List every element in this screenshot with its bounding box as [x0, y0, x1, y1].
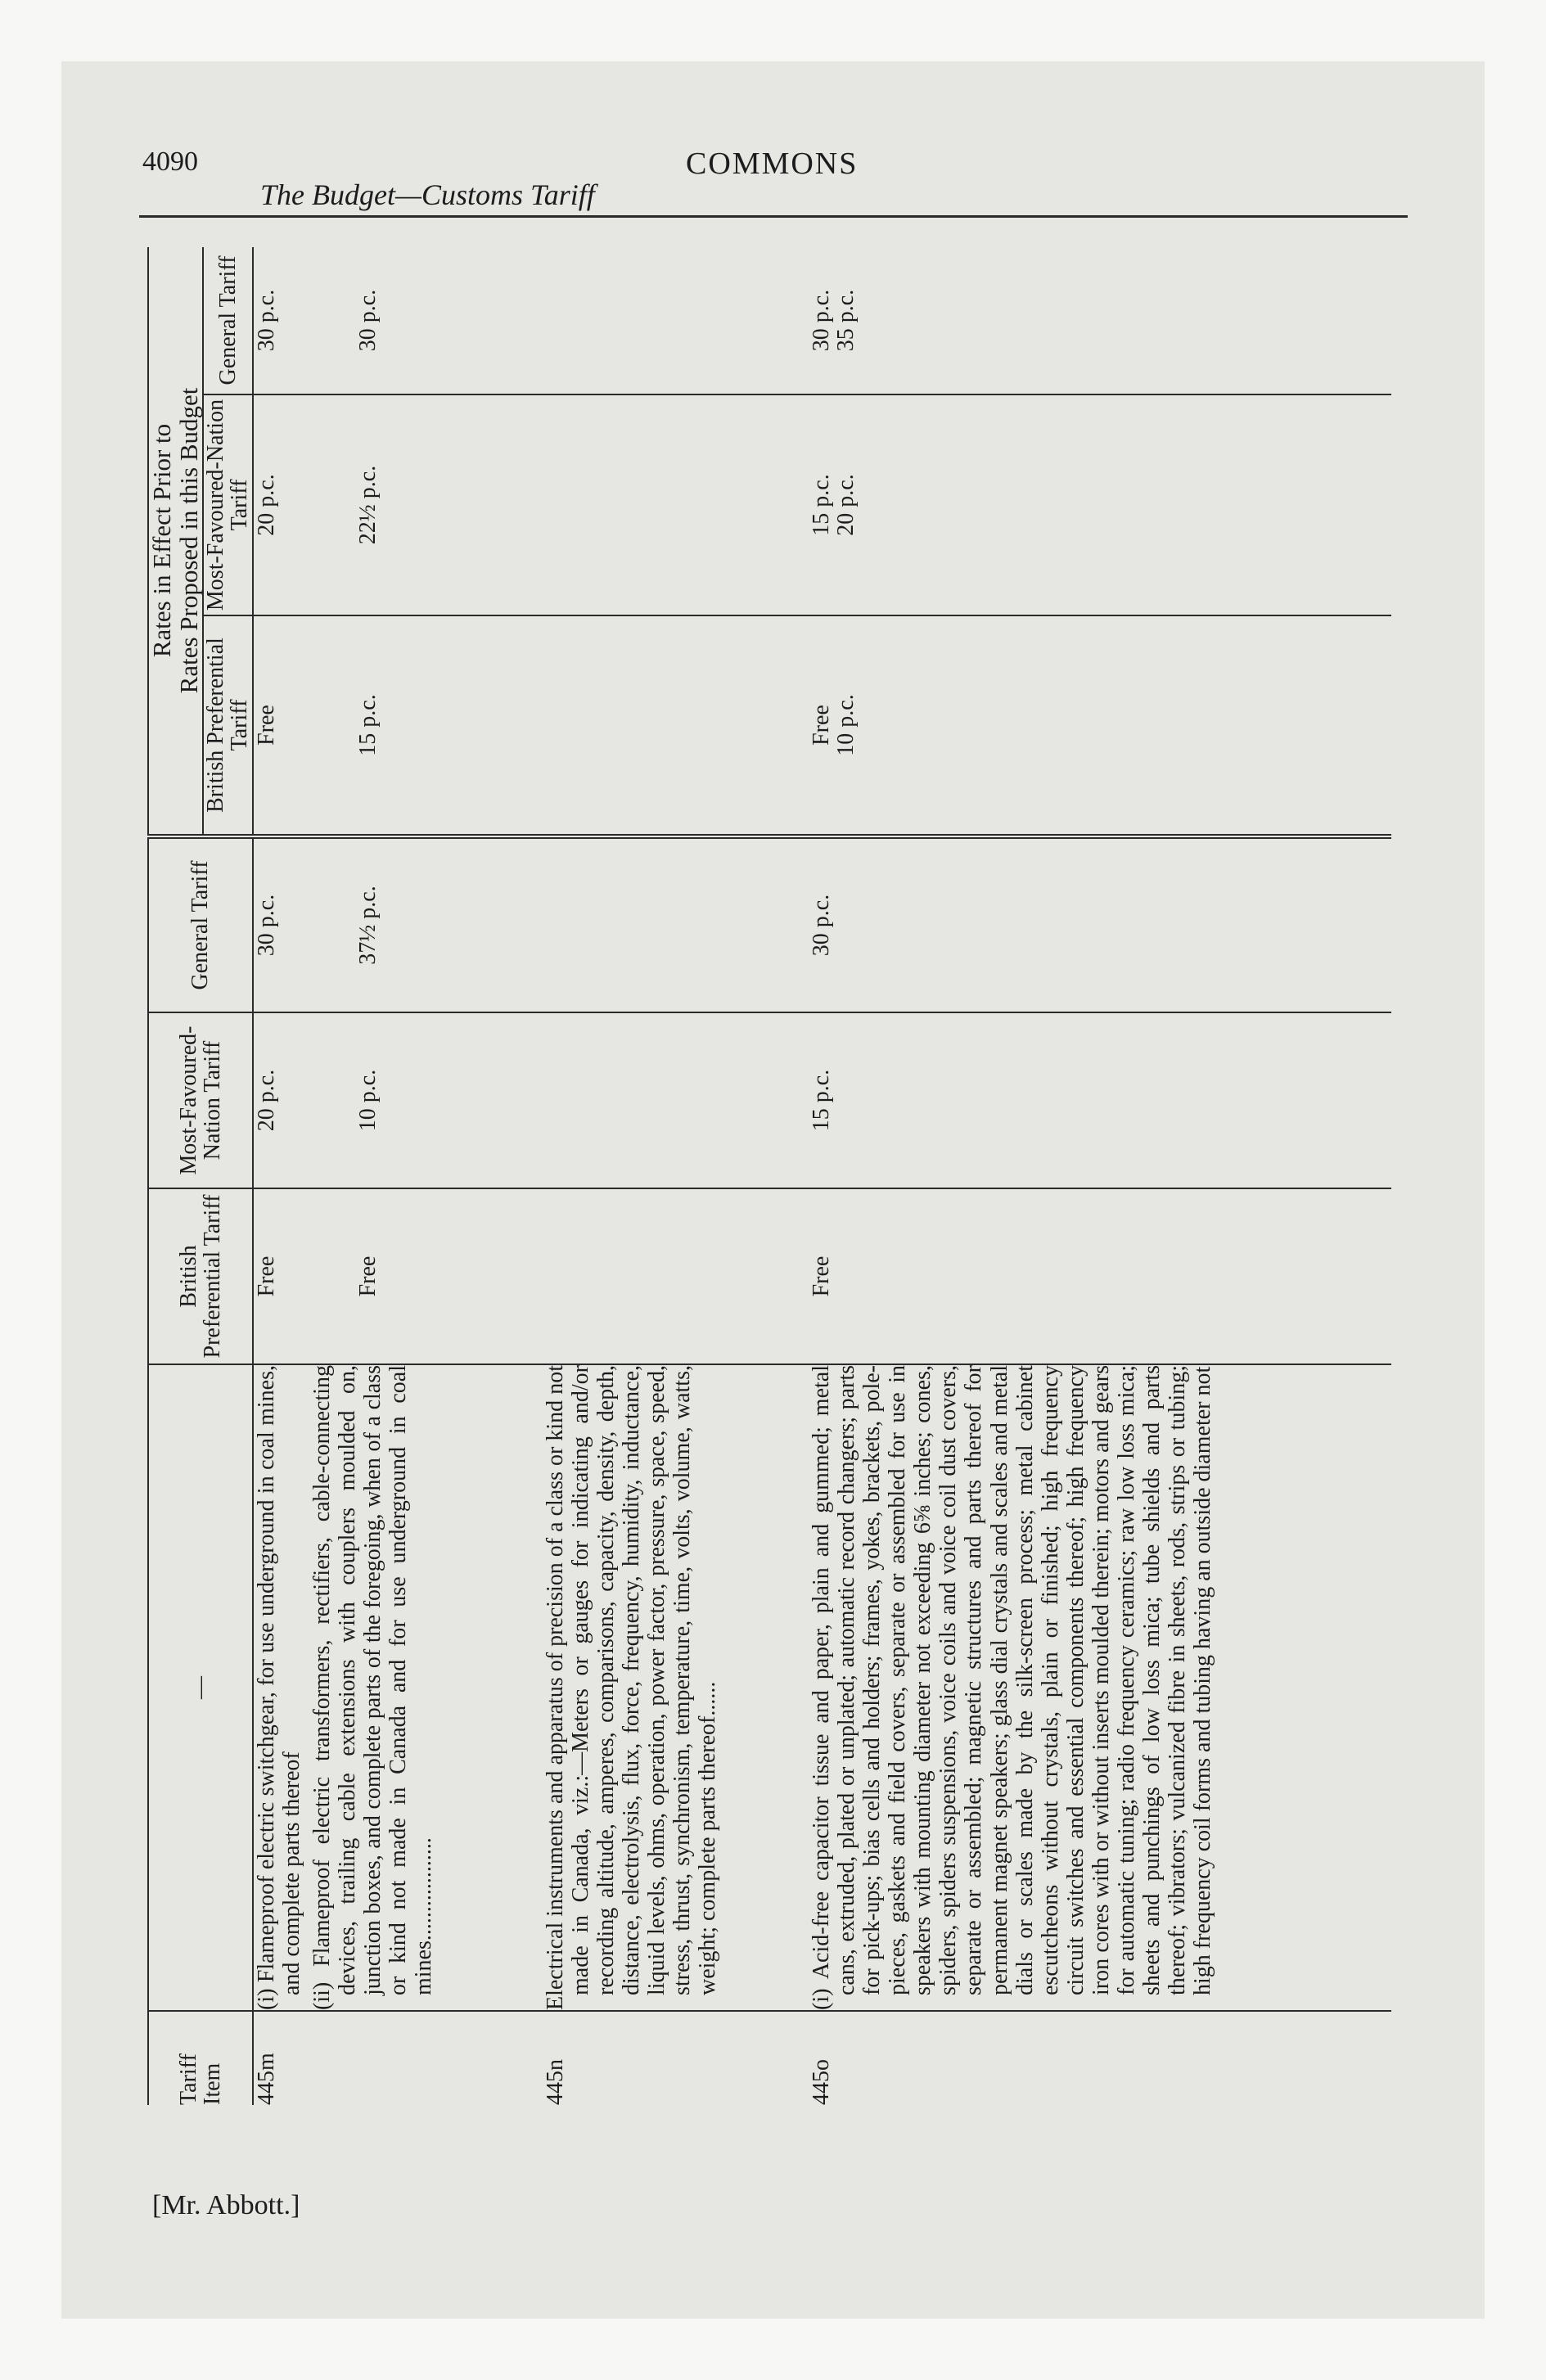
running-title: The Budget—Customs Tariff — [260, 178, 595, 211]
item-description: (i) Flameproof electric switchgear, for use underground in coal mines, and complete parts thereof (ii) Flameproof electric transformers, rectifiers, cable-connecting devices, trailing cable extensions with couplers moulded on, junction boxes, and complete parts of the foregoing, when of a class or kind not made in Canada and for use underground in coal mines.................. — [253, 1364, 543, 2011]
header-prior-rates-line2: Rates Proposed in this Budget — [174, 387, 203, 694]
header-general: General Tariff — [148, 836, 253, 1012]
rate-british-preferential: Free Free — [253, 1188, 543, 1364]
tariff-item-number: 445m — [253, 2053, 279, 2105]
item-description: Electrical instruments and apparatus of precision of a class or kind not made in Canada, viz.:—Meters or gauges for indicating and/or recording altitude, amperes, comparisons, capacity, density, depth, distance, electrolysis, flux, force, frequency, humidity, inductance, liquid levels, ohms, operation, power factor, pressure, space, speed, stress, thrust, synchronism, temperature, time, volts, volume, watts, weight; complete parts thereof...... — [543, 1364, 809, 2011]
rate-most-favoured-nation: 15 p.c. — [809, 1012, 1391, 1188]
header-tariff-item: Tariff Item — [148, 2011, 253, 2105]
tariff-item-number: 445o — [808, 2059, 834, 2105]
tariff-item-number: 445n — [542, 2059, 568, 2105]
rate-british-preferential: Free — [809, 1188, 1391, 1364]
tariff-table-rotated — [147, 247, 1391, 2105]
prior-rate-british-preferential: Free 10 p.c. — [809, 615, 1391, 836]
header-prior-general: General Tariff — [203, 247, 253, 394]
header-prior-most-favoured-nation: Most-Favoured-Nation Tariff — [203, 394, 253, 615]
journal-name: COMMONS — [686, 146, 859, 181]
table-row — [543, 247, 809, 2105]
speaker-attribution: [Mr. Abbott.] — [152, 2190, 300, 2220]
rate-most-favoured-nation: 20 p.c. 10 p.c. — [253, 1012, 543, 1188]
header-prior-rates-group — [148, 247, 203, 836]
table-row — [253, 247, 543, 2105]
prior-rate-most-favoured-nation: 20 p.c. 22½ p.c. — [253, 394, 543, 615]
item-description: (i) Acid-free capacitor tissue and paper, plain and gummed; metal cans, extruded, plated or unplated; automatic record changers; parts for pick-ups; bias cells and holders; frames, yokes, brackets, pole-pieces, gaskets and field covers, separate or assembled for use in speakers with mounting diameter not exceeding 6⅝ inches; cones, spiders, spiders suspensions, voice coils and voice coil dust covers, separate or assembled; magnetic structures and parts thereof for permanent magnet speakers; glass dial crystals and scales and metal dials or scales made by the silk-screen process; metal cabinet escutcheons without crystals, plain or finished; high frequency circuit switches and essential components thereof; high frequency iron cores with or without inserts moulded therein; motors and gears for automatic tuning; radio frequency ceramics; raw low loss mica; sheets and punchings of low loss mica; tube shields and parts thereof; vibrators; vulcanized fibre in sheets, rods, strips or tubing; high frequency coil forms and tubing having an outside diameter not — [809, 1364, 1391, 2011]
prior-rate-general: 30 p.c. 30 p.c. — [253, 247, 543, 394]
prior-rate-general: 30 p.c. 35 p.c. — [809, 247, 1391, 394]
table-row — [809, 247, 1391, 2105]
header-british-preferential: British Preferential Tariff — [148, 1188, 253, 1364]
header-prior-rates-line1: Rates in Effect Prior to — [147, 423, 176, 658]
header-rule — [139, 215, 1408, 218]
header-most-favoured-nation: Most-Favoured-Nation Tariff — [148, 1012, 253, 1188]
header-description: — — [148, 1364, 253, 2011]
page-number: 4090 — [142, 146, 198, 177]
rate-general: 30 p.c. — [809, 836, 1391, 1012]
tariff-table — [147, 247, 1391, 2105]
prior-rate-most-favoured-nation: 15 p.c. 20 p.c. — [809, 394, 1391, 615]
header-prior-british-preferential: British Preferential Tariff — [203, 615, 253, 836]
prior-rate-british-preferential: Free 15 p.c. — [253, 615, 543, 836]
rate-general: 30 p.c. 37½ p.c. — [253, 836, 543, 1012]
